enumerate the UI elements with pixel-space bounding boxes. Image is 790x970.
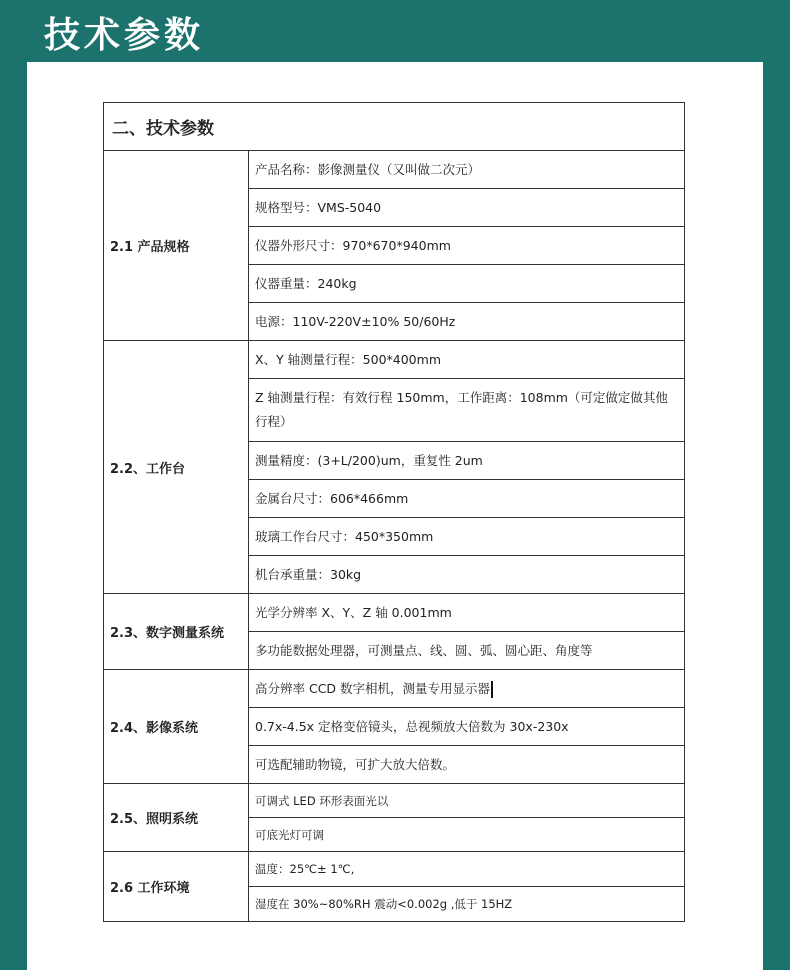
- table-row: [104, 341, 685, 379]
- spec-value: 可底光灯可调: [249, 818, 685, 852]
- table-row: [104, 594, 685, 632]
- spec-value: 金属台尺寸：606*466mm: [249, 480, 685, 518]
- spec-table: [103, 102, 685, 922]
- page-banner-title: 技术参数: [44, 15, 205, 56]
- spec-value: 可选配辅助物镜，可扩大放大倍数。: [249, 746, 685, 784]
- category-cell: 2.6 工作环境: [104, 852, 249, 922]
- spec-value: 湿度在 30%~80%RH 震动<0.002g ,低于 15HZ: [249, 887, 685, 922]
- spec-value: 规格型号：VMS-5040: [249, 189, 685, 227]
- table-row: [104, 852, 685, 887]
- spec-value: 仪器外形尺寸：970*670*940mm: [249, 227, 685, 265]
- spec-value: 玻璃工作台尺寸：450*350mm: [249, 518, 685, 556]
- document-sheet: [27, 62, 763, 970]
- table-row: [104, 784, 685, 818]
- spec-value: 仪器重量：240kg: [249, 265, 685, 303]
- spec-value: 可调式 LED 环形表面光以: [249, 784, 685, 818]
- spec-value: 温度：25℃± 1℃,: [249, 852, 685, 887]
- spec-value: 电源：110V-220V±10% 50/60Hz: [249, 303, 685, 341]
- spec-value-text: 高分辨率 CCD 数字相机，测量专用显示器: [255, 680, 491, 696]
- spec-value: 产品名称：影像测量仪（又叫做二次元）: [249, 151, 685, 189]
- category-cell: 2.1 产品规格: [104, 151, 249, 341]
- category-cell: 2.4、影像系统: [104, 670, 249, 784]
- spec-value: 多功能数据处理器，可测量点、线、圆、弧、圆心距、角度等: [249, 632, 685, 670]
- table-row: [104, 151, 685, 189]
- category-cell: 2.5、照明系统: [104, 784, 249, 852]
- text-cursor: [491, 681, 493, 698]
- table-row: [104, 670, 685, 708]
- category-cell: 2.2、工作台: [104, 341, 249, 594]
- spec-value: 机台承重量：30kg: [249, 556, 685, 594]
- spec-value-with-cursor: [249, 670, 685, 708]
- spec-value: Z 轴测量行程：有效行程 150mm，工作距离：108mm（可定做定做其他行程）: [249, 379, 685, 442]
- table-heading-row: [104, 103, 685, 151]
- spec-value: X、Y 轴测量行程：500*400mm: [249, 341, 685, 379]
- spec-value: 0.7x-4.5x 定格变倍镜头，总视频放大倍数为 30x-230x: [249, 708, 685, 746]
- spec-value: 测量精度：(3+L/200)um，重复性 2um: [249, 442, 685, 480]
- category-cell: 2.3、数字测量系统: [104, 594, 249, 670]
- table-heading: 二、技术参数: [104, 103, 685, 151]
- spec-value: 光学分辨率 X、Y、Z 轴 0.001mm: [249, 594, 685, 632]
